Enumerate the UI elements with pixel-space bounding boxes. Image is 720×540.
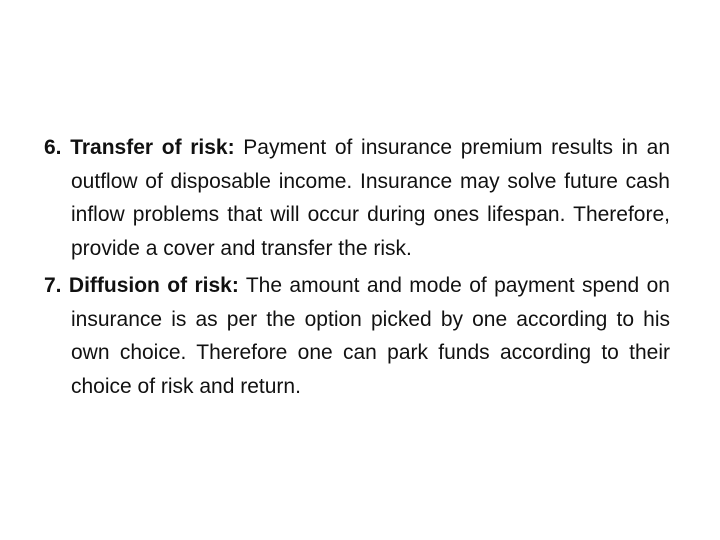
item-term: Diffusion of risk: bbox=[68, 274, 239, 297]
list-item-diffusion-of-risk bbox=[44, 269, 670, 403]
item-number: 7. bbox=[44, 274, 62, 297]
item-number: 6. bbox=[44, 136, 62, 159]
item-text: Payment of insurance premium results in an outflow of disposable income. Insurance may solve future cash inflow problems that will occur during ones lifespan. Therefore, provide a cover and transfer the risk. bbox=[71, 136, 671, 260]
item-term: Transfer of risk: bbox=[70, 136, 235, 159]
item-text: The amount and mode of payment spend on insurance is as per the option picked by one according to his own choice. Therefore one can park funds according to their choice of risk and return. bbox=[71, 274, 670, 398]
list-item-transfer-of-risk bbox=[44, 131, 670, 265]
numbered-list bbox=[44, 131, 670, 403]
